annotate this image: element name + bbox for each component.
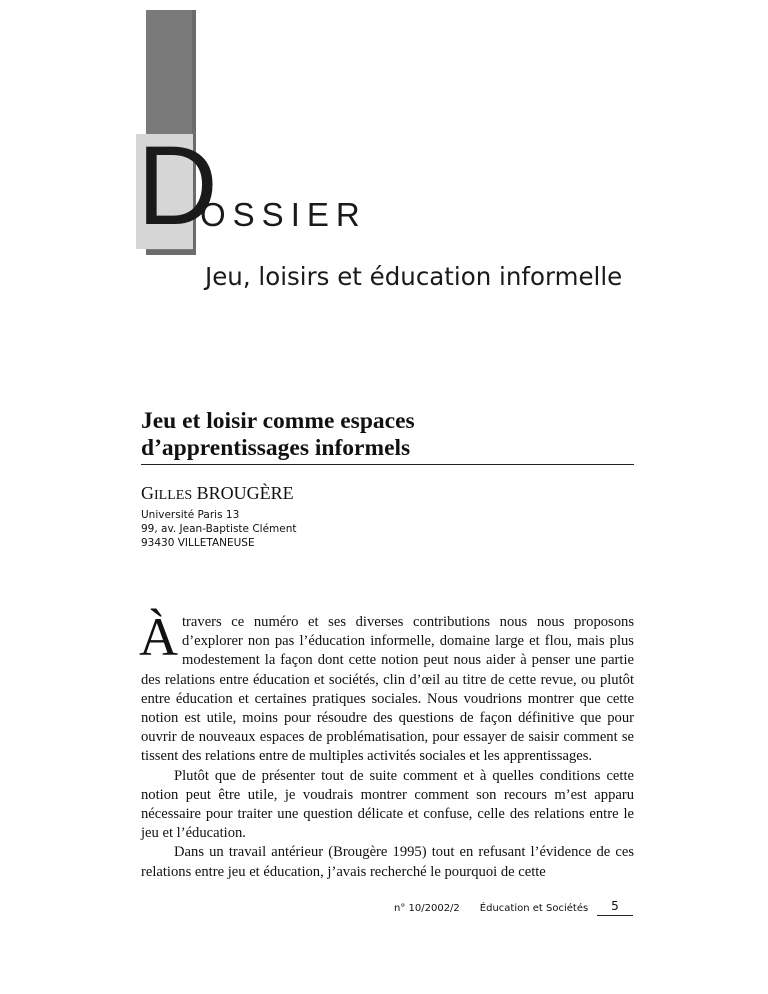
page-footer bbox=[394, 903, 588, 914]
article-body bbox=[139, 607, 634, 882]
paragraph-1 bbox=[139, 607, 634, 767]
affiliation-line: 93430 VILLETANEUSE bbox=[141, 537, 255, 549]
dropcap-letter: À bbox=[139, 607, 178, 667]
author-affiliation bbox=[141, 508, 297, 550]
affiliation-line: Université Paris 13 bbox=[141, 509, 240, 521]
author-name bbox=[141, 483, 294, 504]
issue-number: n° 10/2002/2 bbox=[394, 903, 460, 914]
paragraph-1-text: travers ce numéro et ses diverses contributions nous nous proposons d’explorer non pas l’éducation informelle, domaine large et flou, mais plus modestement la façon dont cette notion peut nous aider à penser une partie des relations entre éducation et sociétés, clin d’œil au titre de cette revue, ou plutôt entre éducation et certaines pratiques sociales. Nous voudrions montrer que cette notion est utile, moins pour résoudre des questions de façon définitive que pour ouvrir de nouveaux espaces de problématisation, pour essayer de saisir comment se tissent des relations entre de multiples activités sociales et les apprentissages. bbox=[141, 614, 634, 765]
section-title: Jeu, loisirs et éducation informelle bbox=[205, 262, 623, 291]
dossier-initial: D bbox=[137, 123, 218, 248]
author-last-name: BROUGÈRE bbox=[196, 483, 294, 503]
paragraph-3: Dans un travail antérieur (Brougère 1995) tout en refusant l’évidence de ces relations entre jeu et éducation, j’avais recherché le pourquoi de cette bbox=[141, 844, 634, 880]
dossier-label: OSSIER bbox=[200, 196, 367, 233]
author-first-rest: ILLES bbox=[154, 488, 193, 503]
article-title bbox=[141, 408, 634, 465]
author-first-initial: G bbox=[141, 483, 154, 503]
article-title-line1: Jeu et loisir comme espaces bbox=[141, 408, 415, 434]
paragraph-2: Plutôt que de présenter tout de suite comment et à quelles conditions cette notion peut être utile, je voudrais montrer comment son recours m’est apparu nécessaire pour traiter une question délicate et confuse, celle des relations entre le jeu et l’éducation. bbox=[141, 767, 634, 842]
journal-name: Éducation et Sociétés bbox=[479, 903, 589, 914]
page-number: 5 bbox=[597, 899, 633, 916]
article-title-line2: d’apprentissages informels bbox=[141, 435, 411, 461]
affiliation-line: 99, av. Jean-Baptiste Clément bbox=[141, 523, 297, 535]
